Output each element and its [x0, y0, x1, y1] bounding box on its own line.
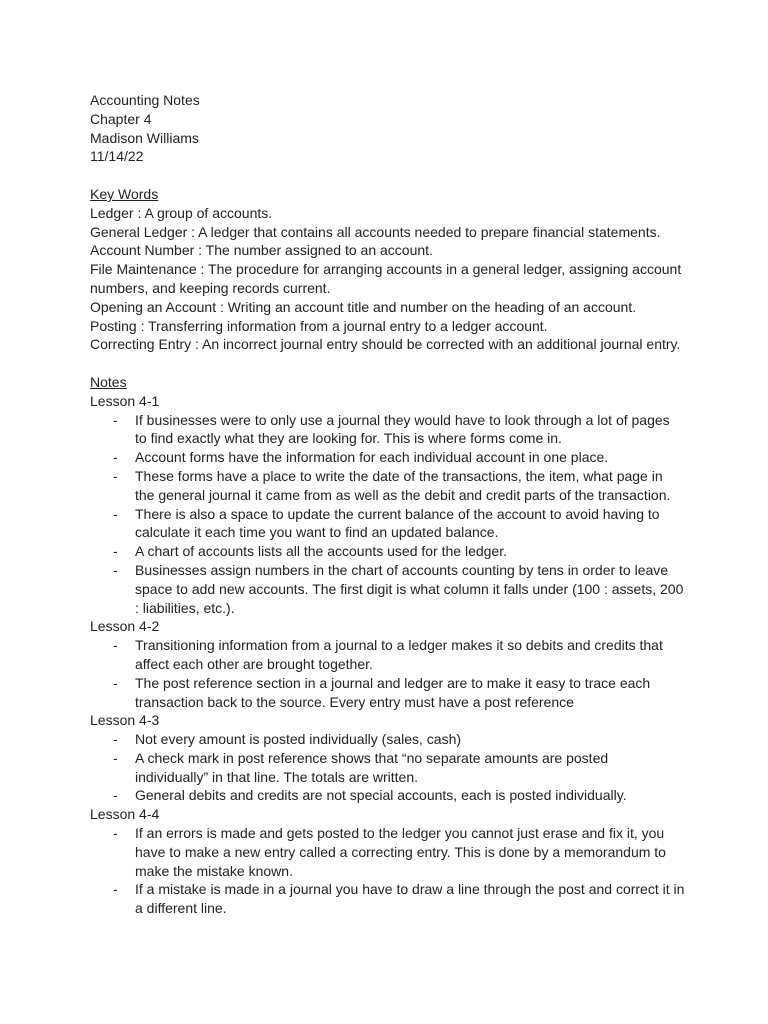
bullet-dash: -: [113, 449, 118, 466]
bullet-text-line: If a mistake is made in a journal you have to draw a line through the post and correct it in: [135, 881, 685, 898]
list-item: [90, 824, 695, 880]
list-item: [90, 749, 695, 787]
lesson-block: [90, 805, 690, 918]
lessons-container: [90, 392, 690, 918]
list-item: [90, 467, 695, 505]
key-word-line: Ledger : A group of accounts.: [90, 204, 273, 221]
key-word-line: Posting : Transferring information from a journal entry to a ledger account.: [90, 317, 548, 334]
list-item: [90, 730, 695, 749]
bullet-dash: -: [113, 467, 118, 484]
notes-heading: Notes: [90, 373, 127, 390]
list-item: [90, 636, 695, 674]
document-header: [90, 91, 690, 166]
list-item: [90, 674, 695, 712]
key-word-line: Opening an Account : Writing an account title and number on the heading of an account.: [90, 298, 637, 315]
document-title: Accounting Notes: [90, 92, 200, 108]
list-item: [90, 880, 695, 918]
list-item: [90, 448, 695, 467]
bullet-text-line: affect each other are brought together.: [135, 655, 373, 672]
list-item: [90, 411, 695, 449]
bullet-dash: -: [113, 881, 118, 898]
key-words-section: [90, 185, 690, 354]
list-item: [90, 505, 695, 543]
bullet-text-line: space to add new accounts. The first digit is what column it falls under (100 : assets, 200: [135, 580, 684, 597]
lesson-block: [90, 617, 690, 711]
bullet-text-line: The post reference section in a journal and ledger are to make it easy to trace each: [135, 674, 651, 691]
bullet-text-line: Businesses assign numbers in the chart of accounts counting by tens in order to leave: [135, 561, 669, 578]
bullet-text-line: individually” in that line. The totals are written.: [135, 768, 418, 785]
section-gap: [90, 354, 690, 373]
document-date: 11/14/22: [90, 148, 144, 165]
bullet-text-line: the general journal it came from as well as the debit and credit parts of the transaction.: [135, 486, 671, 503]
bullet-dash: -: [113, 787, 118, 804]
bullet-text-line: There is also a space to update the current balance of the account to avoid having to: [135, 505, 660, 522]
bullet-text-line: to find exactly what they are looking for. This is where forms come in.: [135, 430, 562, 447]
key-word-line: Account Number : The number assigned to an account.: [90, 242, 433, 259]
bullet-dash: -: [113, 543, 118, 560]
document-page: [90, 91, 690, 918]
bullet-list: [90, 636, 690, 711]
key-word-line: File Maintenance : The procedure for arranging accounts in a general ledger, assigning account: [90, 261, 682, 278]
key-words-heading: Key Words: [90, 185, 159, 202]
section-gap: [90, 166, 690, 185]
bullet-text-line: These forms have a place to write the date of the transactions, the item, what page in: [135, 467, 663, 484]
lesson-title: Lesson 4-3: [90, 712, 160, 729]
list-item: [90, 542, 695, 561]
bullet-text-line: : liabilities, etc.).: [135, 599, 235, 616]
chapter-label: Chapter 4: [90, 110, 152, 127]
lesson-title: Lesson 4-4: [90, 806, 160, 823]
bullet-text-line: transaction back to the source. Every entry must have a post reference: [135, 693, 574, 710]
bullet-text-line: make the mistake known.: [135, 862, 293, 879]
bullet-dash: -: [113, 731, 118, 748]
bullet-text-line: A chart of accounts lists all the accounts used for the ledger.: [135, 543, 507, 560]
bullet-text-line: If businesses were to only use a journal they would have to look through a lot of pages: [135, 411, 670, 428]
list-item: [90, 786, 695, 805]
bullet-text-line: If an errors is made and gets posted to the ledger you cannot just erase and fix it, you: [135, 825, 665, 842]
bullet-text-line: A check mark in post reference shows that “no separate amounts are posted: [135, 749, 609, 766]
bullet-text-line: a different line.: [135, 900, 227, 917]
bullet-dash: -: [113, 561, 118, 578]
bullet-text-line: calculate it each time you want to find an updated balance.: [135, 524, 499, 541]
bullet-text-line: General debits and credits are not special accounts, each is posted individually.: [135, 787, 627, 804]
bullet-text-line: Account forms have the information for each individual account in one place.: [135, 449, 609, 466]
bullet-dash: -: [113, 674, 118, 691]
lesson-title: Lesson 4-2: [90, 618, 160, 635]
key-word-line: General Ledger : A ledger that contains all accounts needed to prepare financial statements.: [90, 223, 661, 240]
lesson-block: [90, 392, 690, 618]
notes-section: [90, 373, 690, 918]
bullet-dash: -: [113, 505, 118, 522]
bullet-list: [90, 730, 690, 805]
bullet-text-line: Not every amount is posted individually (sales, cash): [135, 731, 462, 748]
bullet-dash: -: [113, 411, 118, 428]
bullet-dash: -: [113, 825, 118, 842]
key-word-line: numbers, and keeping records current.: [90, 279, 331, 296]
lesson-block: [90, 711, 690, 805]
bullet-text-line: have to make a new entry called a correcting entry. This is done by a memorandum to: [135, 843, 666, 860]
list-item: [90, 561, 695, 617]
bullet-list: [90, 824, 690, 918]
bullet-text-line: Transitioning information from a journal to a ledger makes it so debits and credits that: [135, 637, 663, 654]
bullet-dash: -: [113, 637, 118, 654]
lesson-title: Lesson 4-1: [90, 392, 160, 409]
author-name: Madison Williams: [90, 129, 199, 146]
bullet-list: [90, 411, 690, 618]
bullet-dash: -: [113, 749, 118, 766]
key-word-line: Correcting Entry : An incorrect journal entry should be corrected with an additional journal entry.: [90, 336, 681, 353]
